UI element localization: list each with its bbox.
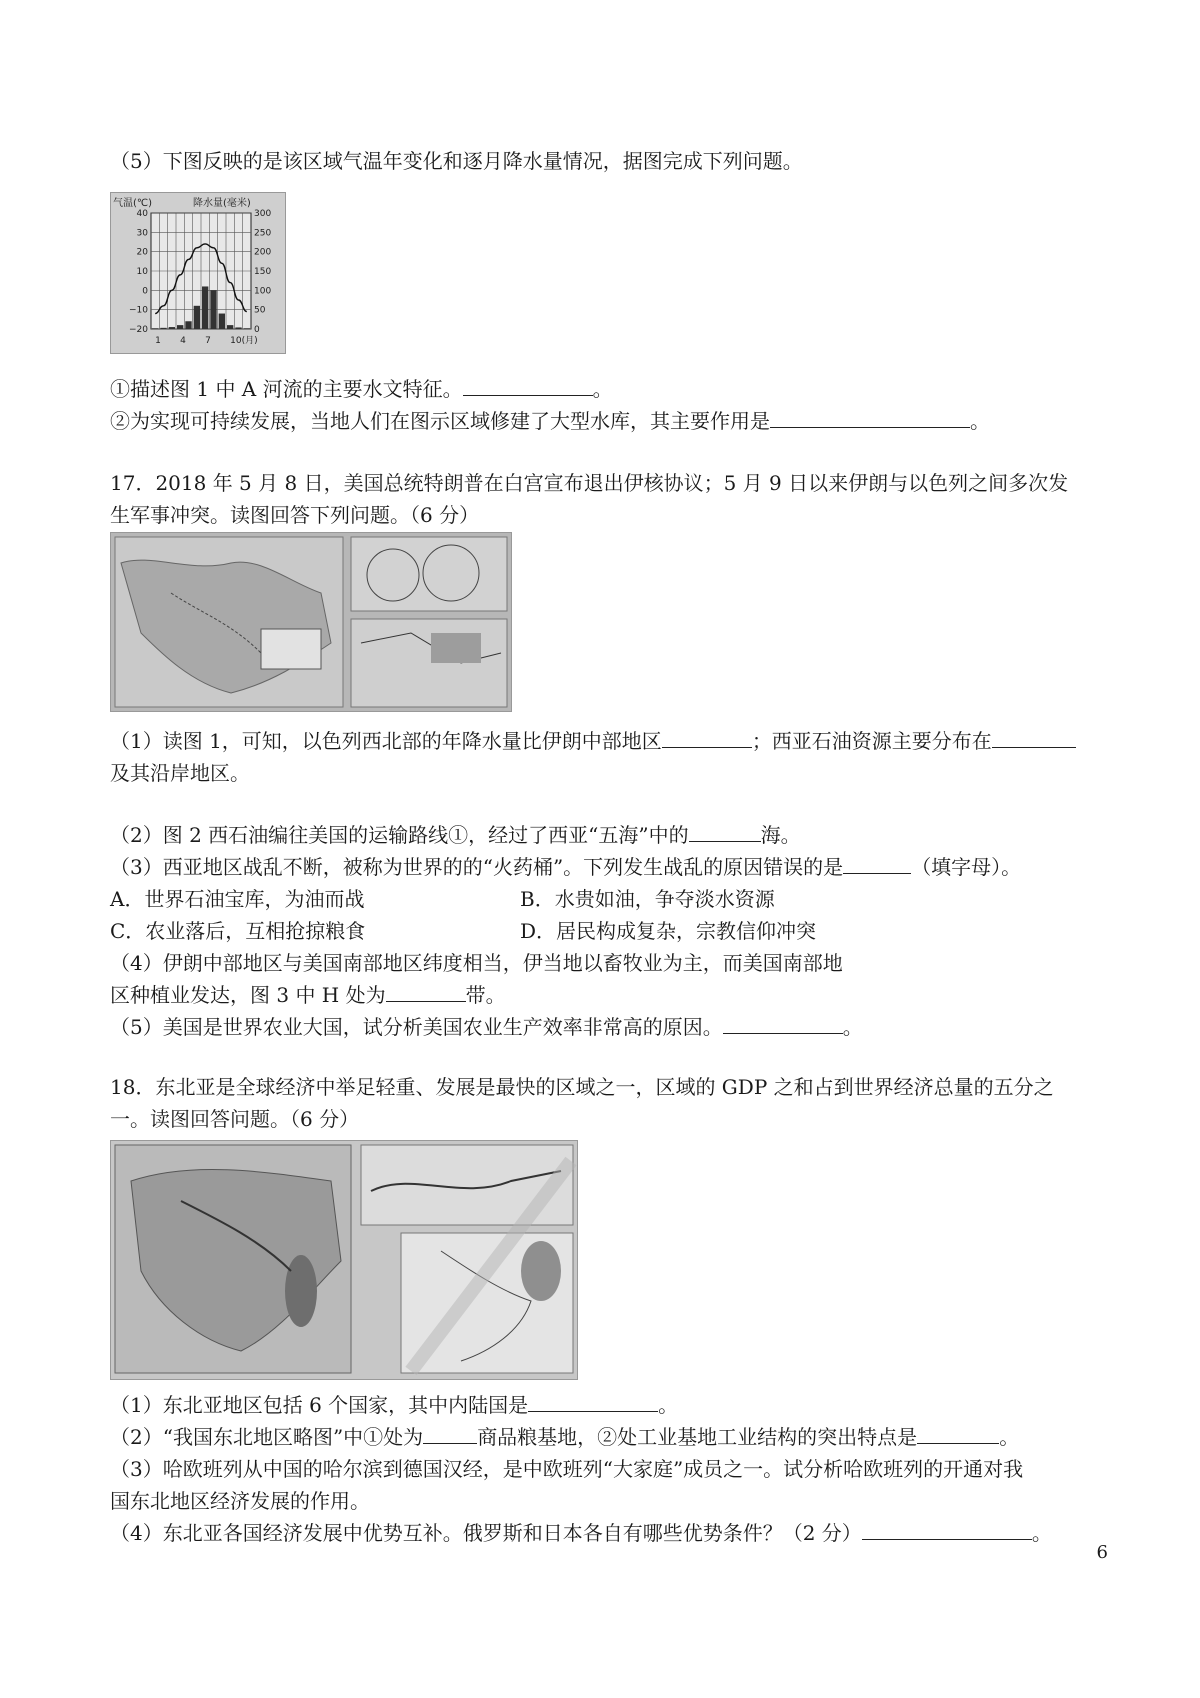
q17-s2-text: （2）图 2 西石油编往美国的运输路线①，经过了西亚“五海”中的 — [110, 823, 689, 847]
temp-tick-label: 10 — [136, 267, 148, 277]
precip-bar — [227, 325, 233, 329]
q17-s4-line1: （4）伊朗中部地区与美国南部地区纬度相当，伊当地以畜牧业为主，而美国南部地 — [110, 951, 843, 975]
q16-5-sub2 — [110, 406, 990, 436]
chart-grid — [151, 213, 251, 329]
precip-bar — [202, 286, 208, 329]
q18-s2-text3: 。 — [999, 1425, 1020, 1449]
q17-stem-line1: 17．2018 年 5 月 8 日，美国总统特朗普在白宫宣布退出伊核协议；5 月 9 日以来伊朗与以色列之间多次发 — [110, 471, 1069, 495]
temp-tick-label: −10 — [129, 305, 148, 316]
punct: 。 — [970, 409, 990, 433]
month-tick-label: 1 — [155, 336, 161, 346]
precip-tick-label: 0 — [254, 325, 260, 335]
q18-s2-text: （2）“我国东北地区略图”中①处为 — [110, 1425, 424, 1449]
q17-maps-figure — [110, 532, 512, 712]
precip-bar — [219, 314, 225, 329]
month-tick-label: 10(月) — [230, 336, 258, 346]
q17-s1 — [110, 726, 1076, 756]
precip-bar — [194, 306, 200, 329]
q17-option-b: B．水贵如油，争夺淡水资源 — [520, 887, 775, 911]
q18-s3-line2: 国东北地区经济发展的作用。 — [110, 1489, 370, 1513]
q17-s3-text2: （填字母）。 — [911, 855, 1022, 879]
q18-stem-line2: 一。读图回答问题。（6 分） — [110, 1107, 360, 1131]
precip-tick-label: 200 — [254, 247, 272, 258]
q16-5-sub1 — [110, 374, 613, 404]
answer-blank[interactable] — [723, 1015, 843, 1034]
q17-s3 — [110, 852, 1021, 882]
precip-tick-label: 250 — [254, 228, 272, 239]
answer-blank[interactable] — [689, 823, 761, 842]
answer-blank[interactable] — [423, 1425, 477, 1444]
q16-5-sub2-text: ②为实现可持续发展，当地人们在图示区域修建了大型水库，其主要作用是 — [110, 409, 770, 433]
q18-maps-svg — [111, 1141, 577, 1379]
q18-s4-text2: 。 — [1031, 1521, 1052, 1545]
month-tick-label: 4 — [180, 336, 186, 346]
answer-blank[interactable] — [662, 729, 752, 748]
precip-bar — [177, 325, 183, 329]
answer-blank[interactable] — [992, 729, 1076, 748]
q17-s2 — [110, 820, 801, 850]
temp-tick-label: 40 — [136, 209, 148, 219]
q17-s1-cont: 及其沿岸地区。 — [110, 761, 250, 785]
page-number: 6 — [1096, 1542, 1108, 1563]
q17-s5-text: （5）美国是世界农业大国，试分析美国农业生产效率非常高的原因。 — [110, 1015, 723, 1039]
q18-s4-text: （4）东北亚各国经济发展中优势互补。俄罗斯和日本各自有哪些优势条件？（2 分） — [110, 1521, 862, 1545]
precip-bar — [235, 327, 241, 329]
precip-tick-label: 150 — [254, 267, 272, 277]
q17-s3-text: （3）西亚地区战乱不断，被称为世界的的“火药桶”。下列发生战乱的原因错误的是 — [110, 855, 844, 879]
answer-blank[interactable] — [463, 377, 593, 396]
q18-stem-line1: 18．东北亚是全球经济中举足轻重、发展是最快的区域之一，区域的 GDP 之和占到世界经济总量的五分之 — [110, 1075, 1054, 1099]
precip-tick-label: 300 — [254, 209, 272, 219]
q17-s2-text2: 海。 — [760, 823, 801, 847]
q18-s1 — [110, 1390, 678, 1420]
q17-option-d: D．居民构成复杂，宗教信仰冲突 — [520, 919, 817, 943]
q17-s1-text2: ；西亚石油资源主要分布在 — [751, 729, 992, 753]
month-tick-label: 7 — [205, 336, 211, 346]
temp-tick-label: −20 — [129, 325, 148, 335]
temp-tick-label: 30 — [136, 228, 148, 239]
answer-blank[interactable] — [386, 983, 466, 1002]
precip-tick-label: 100 — [254, 286, 272, 297]
precip-bar — [160, 328, 166, 329]
q17-s5-text2: 。 — [842, 1015, 863, 1039]
q17-stem-line2: 生军事冲突。读图回答下列问题。（6 分） — [110, 503, 480, 527]
precip-axis-label: 降水量(毫米) — [193, 198, 251, 209]
climate-chart-svg — [111, 193, 285, 353]
q18-s4 — [110, 1518, 1052, 1548]
q18-s2-text2: 商品粮基地，②处工业基地工业结构的突出特点是 — [477, 1425, 918, 1449]
answer-blank[interactable] — [917, 1425, 999, 1444]
temp-tick-label: 0 — [142, 286, 148, 297]
precip-bar — [210, 290, 216, 329]
precip-bar — [169, 327, 175, 329]
q17-option-c: C．农业落后，互相抢掠粮食 — [110, 919, 366, 943]
precip-tick-label: 50 — [254, 305, 266, 316]
climate-chart — [110, 192, 286, 354]
q18-s1-text: （1）东北亚地区包括 6 个国家，其中内陆国是 — [110, 1393, 529, 1417]
q17-s5 — [110, 1012, 863, 1042]
q17-s4-text: 区种植业发达，图 3 中 H 处为 — [110, 983, 386, 1007]
q17-maps-svg — [111, 533, 511, 711]
q17-option-a: A．世界石油宝库，为油而战 — [110, 887, 365, 911]
q18-s2 — [110, 1422, 1019, 1452]
precip-bar — [152, 328, 158, 329]
q17-s1-text: （1）读图 1，可知，以色列西北部的年降水量比伊朗中部地区 — [110, 729, 662, 753]
q17-s4-text2: 带。 — [465, 983, 506, 1007]
answer-blank[interactable] — [528, 1393, 658, 1412]
answer-blank[interactable] — [770, 409, 970, 428]
answer-blank[interactable] — [843, 855, 911, 874]
q16-5-intro: （5）下图反映的是该区域气温年变化和逐月降水量情况，据图完成下列问题。 — [110, 149, 803, 173]
punct: 。 — [592, 377, 613, 401]
temp-axis-label: 气温(℃) — [113, 198, 153, 209]
precip-bar — [244, 328, 250, 329]
precip-bar — [185, 321, 191, 329]
temp-tick-label: 20 — [136, 247, 148, 258]
q16-5-sub1-text: ①描述图 1 中 A 河流的主要水文特征。 — [110, 377, 463, 401]
q17-s4-line2 — [110, 980, 506, 1010]
q18-s3-line1: （3）哈欧班列从中国的哈尔滨到德国汉经，是中欧班列“大家庭”成员之一。试分析哈欧班列的开通对我 — [110, 1457, 1024, 1481]
q18-s1-text2: 。 — [658, 1393, 679, 1417]
q18-maps-figure — [110, 1140, 578, 1380]
answer-blank[interactable] — [862, 1521, 1032, 1540]
